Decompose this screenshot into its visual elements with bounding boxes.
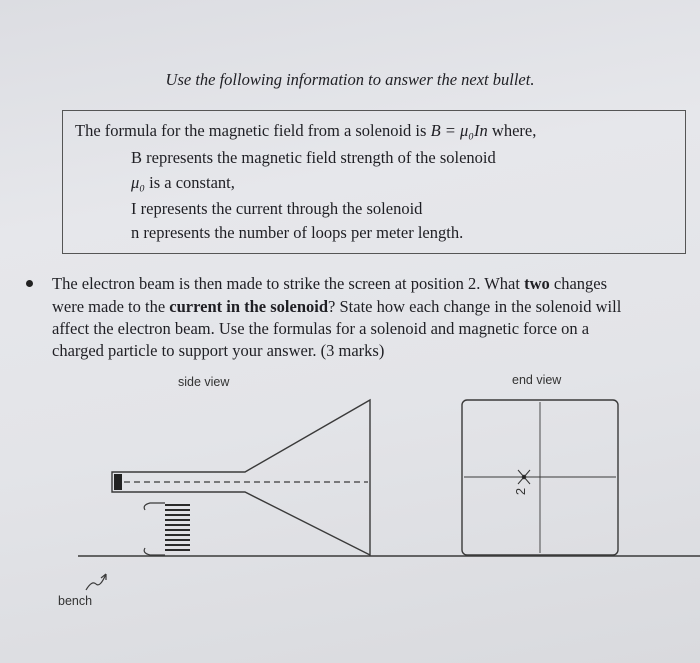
question-text: The electron beam is then made to strike the screen at position 2. What: [52, 274, 520, 293]
formula-where: where,: [491, 121, 537, 140]
definition-i: I represents the current through the solenoid: [131, 199, 423, 218]
mu-description: is a constant,: [149, 173, 235, 192]
definition-b: B represents the magnetic field strength of the solenoid: [131, 148, 496, 167]
question-text: changes: [553, 274, 608, 293]
end-view-screen: [462, 400, 618, 555]
question-text: ? State how each change in the solenoid will: [328, 297, 622, 316]
cathode-ray-tube: [112, 400, 370, 555]
mu-symbol: μ₀: [131, 173, 146, 192]
position-2-label: 2: [513, 487, 529, 496]
solenoid: [144, 503, 190, 555]
solenoid-formula: B = μ₀In: [430, 121, 488, 140]
question-emphasis: two: [524, 274, 550, 293]
formula-intro: The formula for the magnetic field from a solenoid is: [75, 121, 427, 140]
question-line-3: affect the electron beam. Use the formulas for a solenoid and magnetic force on a: [52, 319, 590, 338]
question-text: were made to the: [52, 297, 166, 316]
bench-label: bench: [58, 594, 93, 608]
definition-n: n represents the number of loops per meter length.: [131, 223, 464, 242]
instruction-heading: Use the following information to answer the next bullet.: [165, 70, 535, 89]
electron-gun: [114, 474, 122, 490]
side-view-label: side view: [178, 375, 230, 389]
question-line-4: charged particle to support your answer. (3 marks): [52, 341, 385, 360]
end-view-label: end view: [512, 373, 562, 387]
question-emphasis: current in the solenoid: [169, 297, 329, 316]
